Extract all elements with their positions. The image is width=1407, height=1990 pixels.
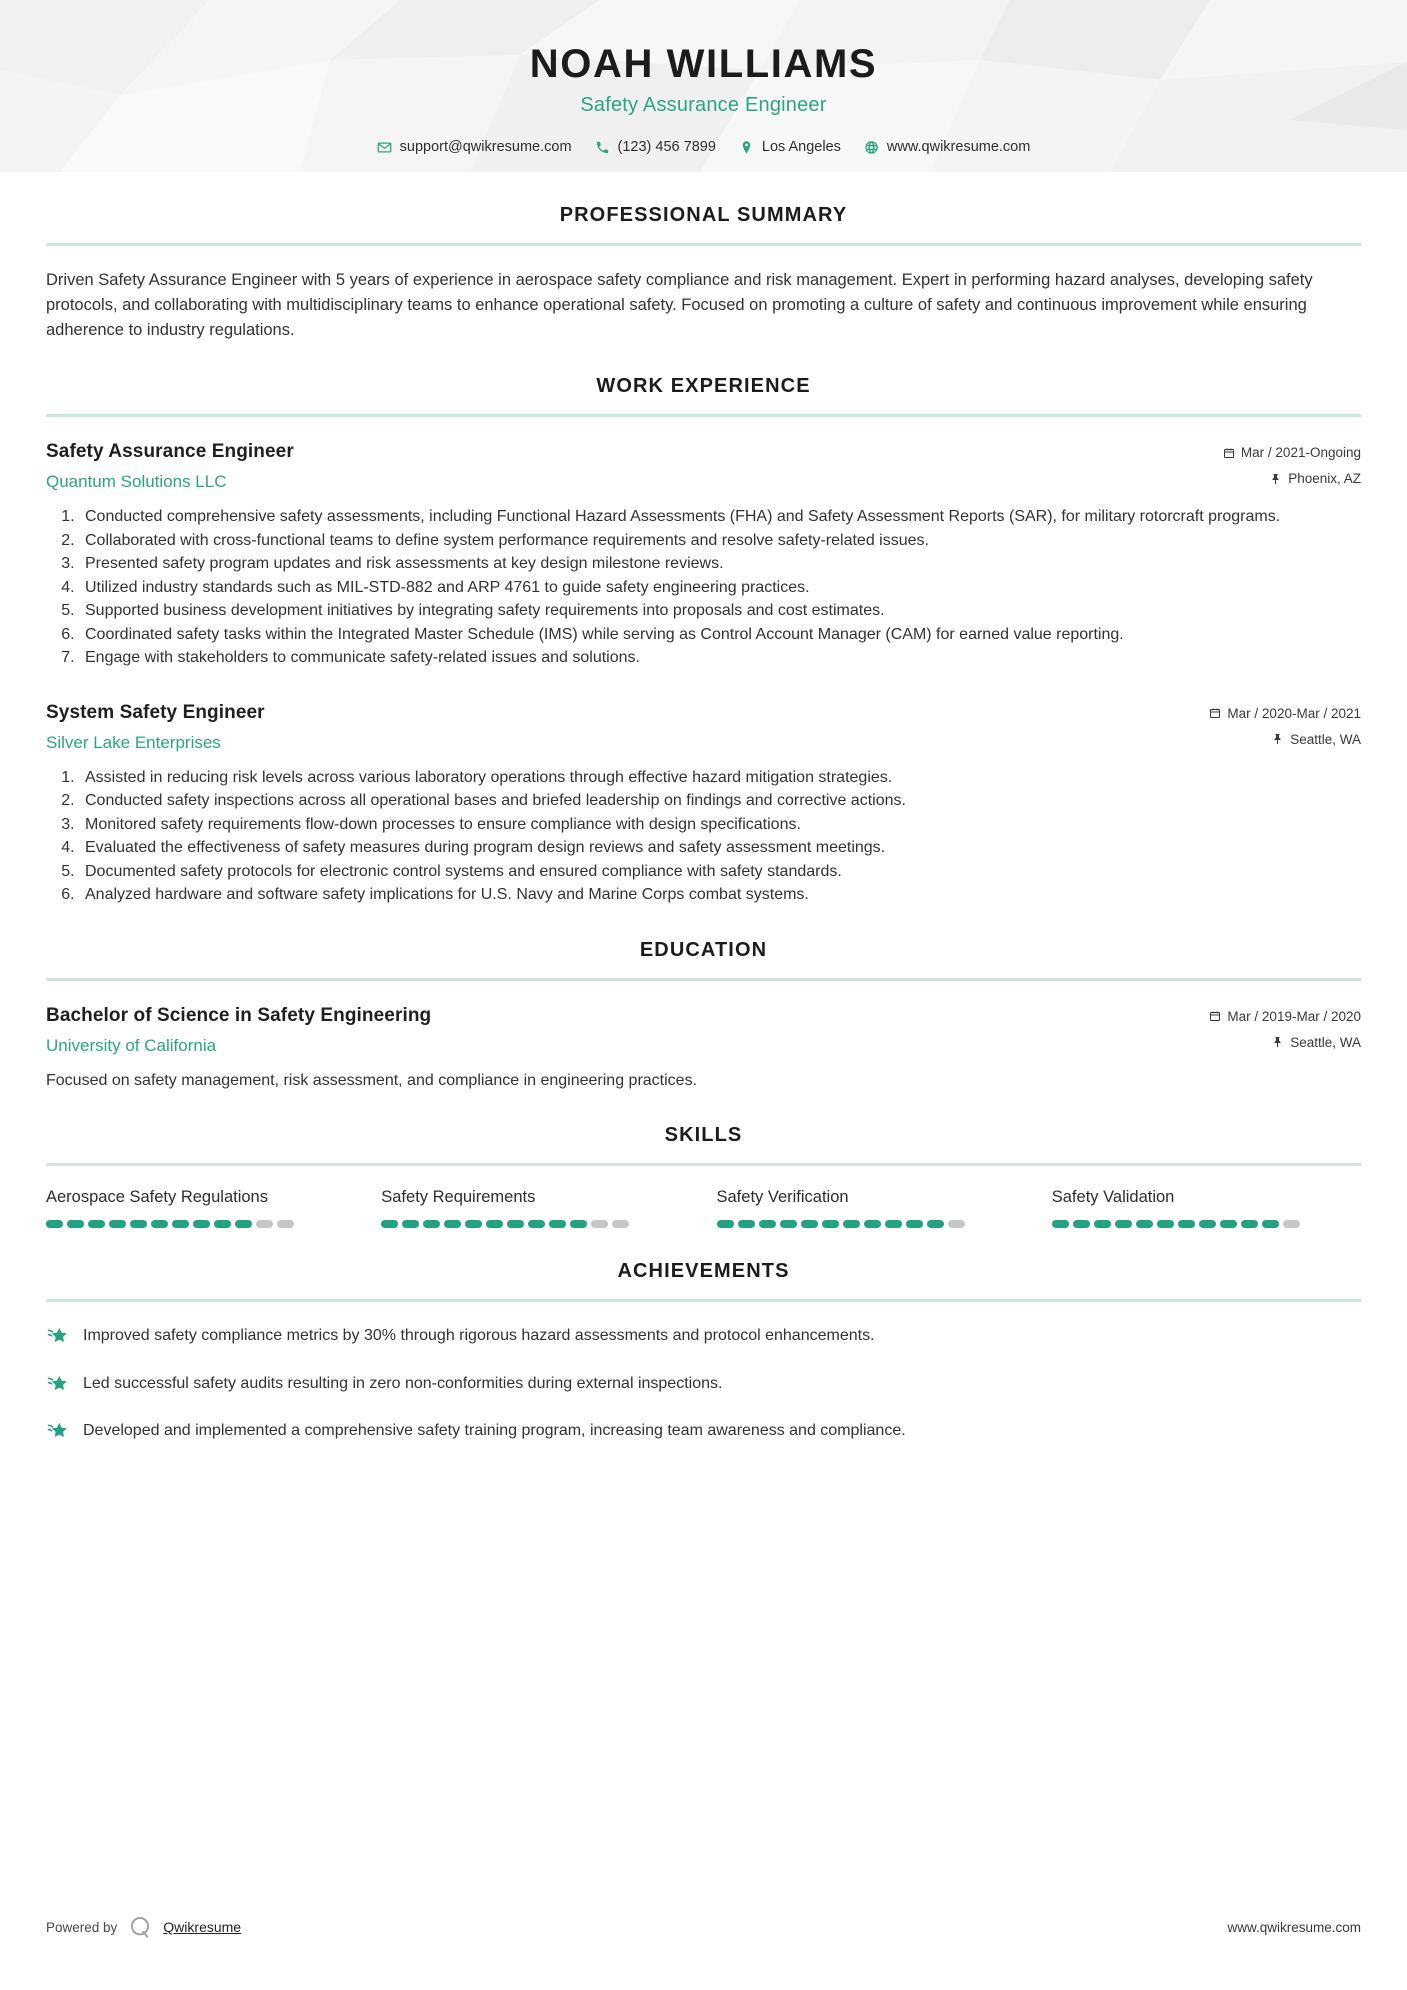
skill-segment [927,1220,944,1228]
page-footer [46,1914,1361,1940]
list-item: 2. Collaborated with cross-functional teams to define system performance requirements and resolve safety-related issues. [79,529,1361,553]
skill-segment [381,1220,398,1228]
section-divider [46,243,1361,246]
skill-segment [1073,1220,1090,1228]
skill-segment [906,1220,923,1228]
phone-icon [595,140,610,155]
list-item: 3. Presented safety program updates and risk assessments at key design milestone reviews. [79,552,1361,576]
list-item: 5. Supported business development initiatives by integrating safety requirements into proposals and cost estimates. [79,599,1361,623]
skill-segment [214,1220,231,1228]
skill-segment [1241,1220,1258,1228]
contact-email[interactable] [377,139,572,155]
list-item: 4. Evaluated the effectiveness of safety measures during program design reviews and safety assessment meetings. [79,836,1361,860]
skill-segment [612,1220,629,1228]
list-item: 1. Assisted in reducing risk levels across various laboratory operations through effective hazard mitigation strategies. [79,766,1361,790]
skill-rating-bar [381,1220,690,1228]
footer-website: www.qwikresume.com [1227,1919,1361,1935]
skill-segment [822,1220,839,1228]
resume-header [0,0,1407,172]
contact-email-text: support@qwikresume.com [399,139,572,155]
skill-segment [277,1220,294,1228]
experience-bullet-list [46,505,1361,670]
education-entry [46,1005,1361,1093]
section-divider [46,1163,1361,1166]
skill-label: Aerospace Safety Regulations [46,1188,268,1207]
skill-segment [486,1220,503,1228]
list-item: 3. Monitored safety requirements flow-down processes to ensure compliance with design specifications. [79,813,1361,837]
skill-segment [1136,1220,1153,1228]
skill-item [46,1188,355,1228]
education-date-text: Mar / 2019-Mar / 2020 [1227,1008,1361,1024]
skill-item [1052,1188,1361,1228]
education-description: Focused on safety management, risk assessment, and compliance in engineering practices. [46,1071,698,1089]
skill-segment [1220,1220,1237,1228]
experience-location-text: Phoenix, AZ [1288,471,1361,487]
powered-by-label: Powered by [46,1919,118,1935]
list-item: 6. Coordinated safety tasks within the Integrated Master Schedule (IMS) while serving as Control Account Manager (CAM) for earned value reporting. [79,623,1361,647]
achievement-text: Improved safety compliance metrics by 30% through rigorous hazard assessments and protocol enhancements. [83,1327,875,1345]
experience-entry [46,441,1361,670]
section-heading-skills: SKILLS [664,1124,743,1147]
section-divider [46,978,1361,981]
education-location [1209,1035,1361,1050]
skill-segment [151,1220,168,1228]
skill-segment [885,1220,902,1228]
section-heading-experience: WORK EXPERIENCE [596,375,811,398]
contact-website[interactable] [864,139,1030,155]
pushpin-icon [1270,473,1282,485]
experience-location [1223,471,1361,486]
skill-segment [67,1220,84,1228]
contact-phone-text: (123) 456 7899 [617,139,716,155]
experience-location-text: Seattle, WA [1290,731,1361,747]
skill-rating-bar [717,1220,1026,1228]
list-item: 5. Documented safety protocols for electronic control systems and ensured compliance with safety standards. [79,860,1361,884]
achievement-text: Developed and implemented a comprehensive safety training program, increasing team awareness and compliance. [83,1421,906,1439]
contact-phone[interactable] [595,139,716,155]
section-professional-summary [46,204,1361,343]
qwikresume-logo-icon [127,1914,153,1940]
skill-segment [528,1220,545,1228]
skill-label: Safety Verification [716,1188,849,1207]
education-date [1209,1009,1361,1024]
skill-rating-bar [46,1220,355,1228]
section-heading-education: EDUCATION [639,938,768,961]
skill-segment [570,1220,587,1228]
skills-grid [46,1188,1361,1228]
skill-segment [507,1220,524,1228]
education-degree: Bachelor of Science in Safety Engineering [46,1004,432,1026]
contact-location [739,139,841,155]
skill-segment [130,1220,147,1228]
experience-date [1209,706,1361,721]
page-title: NOAH WILLIAMS [529,42,878,86]
section-education [46,939,1361,1093]
envelope-icon [377,140,392,155]
achievement-item [46,1419,1361,1442]
section-heading-achievements: ACHIEVEMENTS [617,1260,790,1283]
skill-segment [1052,1220,1069,1228]
skill-segment [193,1220,210,1228]
list-item: 2. Conducted safety inspections across all operational bases and briefed leadership on findings and corrective actions. [79,789,1361,813]
contact-row [0,139,1407,155]
skill-segment [780,1220,797,1228]
skill-segment [549,1220,566,1228]
pushpin-icon [1272,1036,1284,1048]
experience-role: Safety Assurance Engineer [46,441,294,463]
header-job-title: Safety Assurance Engineer [580,94,827,116]
experience-date-text: Mar / 2020-Mar / 2021 [1227,705,1361,721]
skill-segment [256,1220,273,1228]
achievements-list [46,1324,1361,1442]
list-item: 1. Conducted comprehensive safety assessments, including Functional Hazard Assessments (FHA) and Safety Assessment Reports (SAR), for military rotorcraft programs. [79,505,1361,529]
experience-entry [46,702,1361,907]
experience-date-text: Mar / 2021-Ongoing [1240,445,1361,461]
qwikresume-link[interactable]: Qwikresume [163,1919,242,1935]
section-skills [46,1124,1361,1228]
skill-item [381,1188,690,1228]
footer-branding [46,1914,241,1940]
pushpin-icon [1272,733,1284,745]
skill-segment [109,1220,126,1228]
education-location-text: Seattle, WA [1290,1034,1361,1050]
skill-segment [1115,1220,1132,1228]
list-item: 4. Utilized industry standards such as MIL-STD-882 and ARP 4761 to guide safety engineering practices. [79,576,1361,600]
skill-segment [1157,1220,1174,1228]
skill-segment [738,1220,755,1228]
achievement-item [46,1372,1361,1395]
calendar-icon [1223,447,1235,459]
skill-segment [46,1220,63,1228]
skill-label: Safety Requirements [381,1188,536,1207]
skill-segment [864,1220,881,1228]
skill-segment [88,1220,105,1228]
skill-segment [1199,1220,1216,1228]
section-heading-summary: PROFESSIONAL SUMMARY [559,204,848,226]
globe-icon [864,140,879,155]
skill-segment [1178,1220,1195,1228]
skill-segment [1262,1220,1279,1228]
skill-segment [172,1220,189,1228]
skill-segment [591,1220,608,1228]
education-institution: University of California [46,1035,217,1055]
skill-segment [423,1220,440,1228]
experience-location [1209,732,1361,747]
experience-role: System Safety Engineer [46,701,265,723]
skill-segment [402,1220,419,1228]
achievement-item [46,1324,1361,1347]
contact-location-text: Los Angeles [761,139,841,155]
skill-item [717,1188,1026,1228]
section-divider [46,1299,1361,1302]
skill-segment [717,1220,734,1228]
skill-segment [1094,1220,1111,1228]
skill-segment [444,1220,461,1228]
skill-segment [801,1220,818,1228]
experience-company: Silver Lake Enterprises [46,732,221,752]
skill-segment [759,1220,776,1228]
section-achievements [46,1260,1361,1442]
contact-website-text: www.qwikresume.com [886,139,1031,155]
experience-bullet-list [46,766,1361,907]
calendar-icon [1209,707,1221,719]
summary-text: Driven Safety Assurance Engineer with 5 years of experience in aerospace safety compliance and risk management. Expert in performing hazard analyses, developing safety protocols, and collaborating with multidisciplinary teams to enhance operational safety. Focused on promoting a culture of safety and continuous improvement while ensuring adherence to industry regulations. [46,271,1313,340]
experience-company: Quantum Solutions LLC [46,472,227,492]
skill-rating-bar [1052,1220,1361,1228]
section-divider [46,414,1361,417]
star-badge-icon [46,1325,68,1347]
skill-segment [465,1220,482,1228]
skill-segment [1283,1220,1300,1228]
list-item: 6. Analyzed hardware and software safety implications for U.S. Navy and Marine Corps combat systems. [79,883,1361,907]
experience-date [1223,445,1361,460]
location-pin-icon [739,140,754,155]
star-badge-icon [46,1373,68,1395]
skill-label: Safety Validation [1051,1188,1175,1207]
skill-segment [235,1220,252,1228]
star-badge-icon [46,1420,68,1442]
section-work-experience [46,375,1361,907]
list-item: 7. Engage with stakeholders to communicate safety-related issues and solutions. [79,646,1361,670]
calendar-icon [1209,1010,1221,1022]
achievement-text: Led successful safety audits resulting in zero non-conformities during external inspections. [83,1374,723,1392]
skill-segment [843,1220,860,1228]
skill-segment [948,1220,965,1228]
